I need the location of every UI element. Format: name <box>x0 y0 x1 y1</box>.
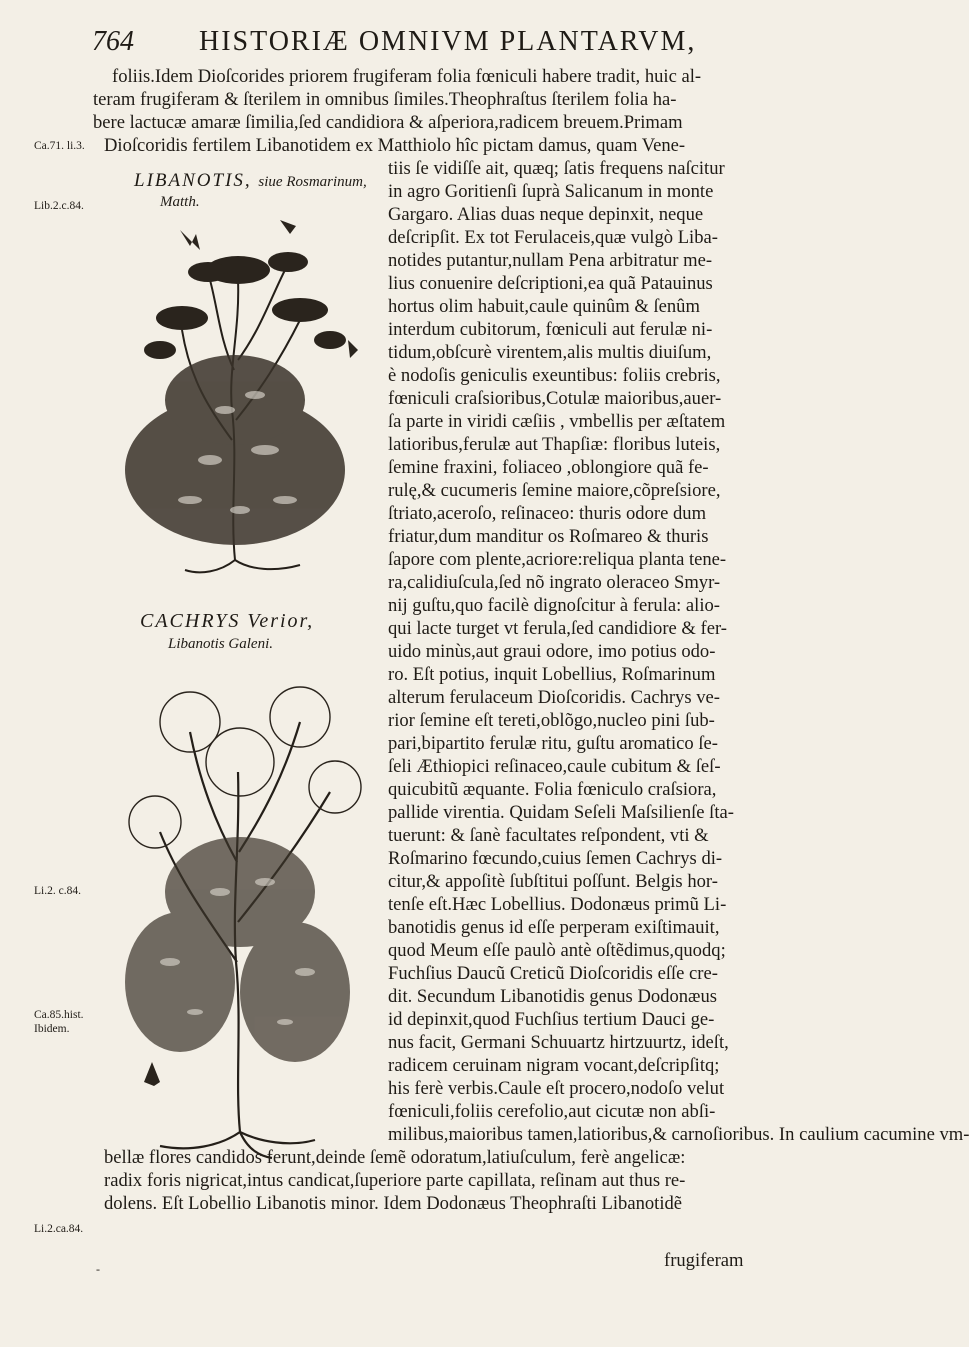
text-line: pallide virentia. Quidam Seſeli Maſsilienſe ſta- <box>388 802 734 823</box>
text-line: tenſe eſt.Hæc Lobellius. Dodonæus primũ Li- <box>388 894 727 915</box>
text-line: pari,bipartito ferulæ ritu, guſtu aromatico ſe- <box>388 733 718 754</box>
figure-caption-source: Matth. <box>160 194 200 210</box>
text-line: quod Meum eſſe paulò antè oſtẽdimus,quodq; <box>388 940 726 961</box>
margin-note: Ca.71. li.3. <box>34 140 85 152</box>
text-line: ſeli Æthiopici reſinaceo,caule cubitum & ſeſ- <box>388 756 721 777</box>
text-line: ſtriato,aceroſo, reſinaceo: thuris odore dum <box>388 503 707 524</box>
page-header <box>92 26 792 60</box>
text-line: bere lactucæ amaræ ſimilia,ſed candidiora & aſperiora,radicem breuem.Primam <box>93 112 683 133</box>
text-line: dolens. Eſt Lobellio Libanotis minor. Idem Dodonæus Theophraſti Libanotidẽ <box>104 1193 683 1214</box>
text-line: in agro Goritienſi ſuprà Salicanum in monte <box>388 181 714 202</box>
text-line: his ferè verbis.Caule eſt procero,nodoſo velut <box>388 1078 725 1099</box>
margin-note: Ca.85.hist. <box>34 1009 84 1021</box>
libanotis-rosmarinum-woodcut <box>100 210 385 590</box>
running-title: HISTORIÆ OMNIVM PLANTARVM, <box>199 26 697 57</box>
margin-note: Li.2.ca.84. <box>34 1223 84 1235</box>
text-line: dit. Secundum Libanotidis genus Dodonæus <box>388 986 717 1007</box>
text-line: friatur,dum manditur os Roſmareo & thuris <box>388 526 709 547</box>
text-line: deſcripſit. Ex tot Ferulaceis,quæ vulgò Liba- <box>388 227 718 248</box>
text-line: è nodoſis geniculis exeuntibus: foliis crebris, <box>388 365 721 386</box>
text-line: teram frugiferam & ſterilem in omnibus ſimiles.Theophraſtus ſterilem folia ha- <box>93 89 677 110</box>
cachrys-verior-woodcut <box>100 662 385 1160</box>
text-line: tuerunt: & ſanè facultates reſpondent, vti & <box>388 825 709 846</box>
text-line: rior ſemine eſt tereti,oblõgo,nucleo pini ſub- <box>388 710 715 731</box>
text-line: ro. Eſt potius, inquit Lobellius, Roſmarinum <box>388 664 716 685</box>
text-line: Dioſcoridis fertilem Libanotidem ex Matthiolo hîc pictam damus, quam Vene- <box>104 135 686 156</box>
text-line: latioribus,ferulæ aut Thapſiæ: floribus luteis, <box>388 434 721 455</box>
text-line: Gargaro. Alias duas neque depinxit, neque <box>388 204 704 225</box>
text-line: ra,calidiuſcula,ſed nõ ingrato oleraceo Smyr- <box>388 572 721 593</box>
text-line: foliis.Idem Dioſcorides priorem frugiferam folia fœniculi habere tradit, huic al- <box>112 66 702 87</box>
text-line: fœniculi,foliis cerefolio,aut cicutæ non abſi- <box>388 1101 716 1122</box>
text-line: fœniculi craſsioribus,Cotulæ maioribus,auer- <box>388 388 722 409</box>
caption-plant-name: LIBANOTIS, <box>134 170 252 191</box>
text-line: id depinxit,quod Fuchſius tertium Dauci ge- <box>388 1009 715 1030</box>
margin-note: Li.2. c.84. <box>34 885 81 897</box>
figure-caption: CACHRYS Verior, <box>140 610 315 632</box>
text-line: hortus olim habuit,caule quinûm & ſenûm <box>388 296 700 317</box>
text-line: citur,& appoſitè ſubſtitui poſſunt. Belgis hor- <box>388 871 718 892</box>
page-number: 764 <box>92 26 134 57</box>
text-line: Roſmarino fœcundo,cuius ſemen Cachrys di- <box>388 848 723 869</box>
text-line: uido minùs,aut graui odore, imo potius odo- <box>388 641 716 662</box>
text-line: lius conuenire deſcriptioni,ea quã Patauinus <box>388 273 713 294</box>
text-line: nij guſtu,quo facilè dignoſcitur à ferula: alio- <box>388 595 721 616</box>
text-line: radicem ceruinam nigram vocant,deſcripſitq; <box>388 1055 720 1076</box>
dash-mark: - <box>96 1262 100 1276</box>
text-line: ſemine fraxini, foliaceo ,oblongiore quã fe- <box>388 457 709 478</box>
figure-caption-sub: Libanotis Galeni. <box>168 636 274 652</box>
text-line: Fuchſius Daucũ Creticũ Dioſcoridis eſſe cre- <box>388 963 718 984</box>
text-line: nus facit, Germani Schuuartz hirtzuurtz, ideſt, <box>388 1032 729 1053</box>
text-line: rulę,& cucumeris ſemine maiore,cõpreſsiore, <box>388 480 721 501</box>
text-line: ſapore com plente,acriore:reliqua planta tene- <box>388 549 727 570</box>
margin-note: Lib.2.c.84. <box>34 200 84 212</box>
margin-note: Ibidem. <box>34 1023 70 1035</box>
text-line: quicubitũ æquante. Folia fœniculo craſsiora, <box>388 779 717 800</box>
text-line: notides putantur,nullam Pena arbitratur me- <box>388 250 713 271</box>
text-line: radix foris nigricat,intus candicat,ſuperiore parte capillata, reſinam aut thus re- <box>104 1170 686 1191</box>
text-line: banotidis genus id eſſe perperam exiſtimauit, <box>388 917 720 938</box>
text-line: bellæ flores candidos ferunt,deinde ſemẽ odoratum,latiuſculum, ferè angelicæ: <box>104 1147 686 1168</box>
catchword: frugiferam <box>664 1250 744 1271</box>
text-line: tiis ſe vidiſſe ait, quæq; ſatis frequens naſcitur <box>388 158 725 179</box>
text-line: interdum cubitorum, fœniculi aut ferulæ ni- <box>388 319 713 340</box>
text-line: alterum ferulaceum Dioſcoridis. Cachrys ve- <box>388 687 720 708</box>
text-line: qui lacte turget vt ferula,ſed candidiore & fer- <box>388 618 727 639</box>
figure-caption <box>134 170 367 192</box>
caption-synonym: siue Rosmarinum, <box>258 174 367 190</box>
text-line: tidum,obſcurè virentem,alis multis diuiſum, <box>388 342 712 363</box>
text-line: milibus,maioribus tamen,latioribus,& carnoſioribus. In caulium cacumine vm- <box>388 1124 969 1145</box>
text-line: ſa parte in viridi cæſiis , vmbellis per æſtatem <box>388 411 726 432</box>
